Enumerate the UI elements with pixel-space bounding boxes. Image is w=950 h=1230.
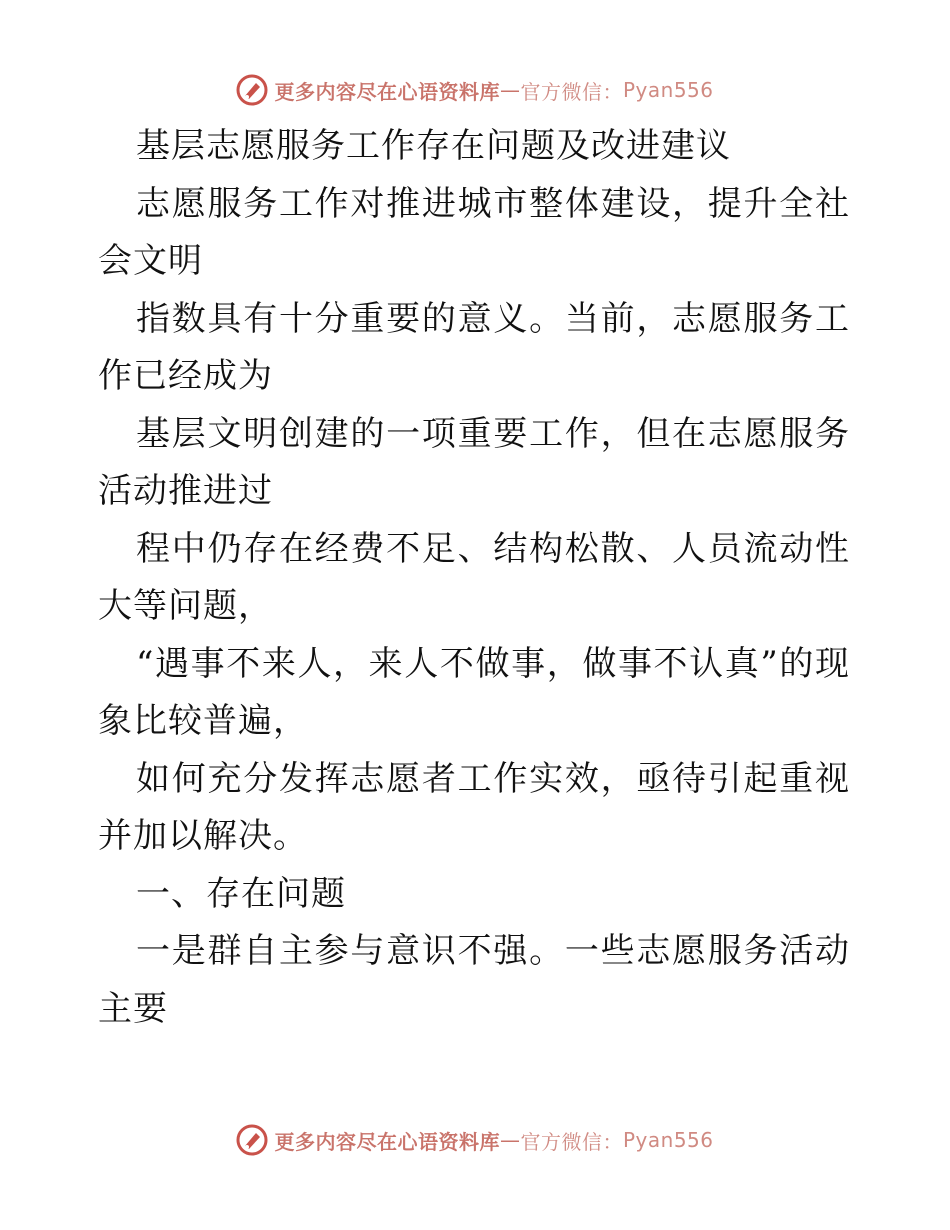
header-watermark: [0, 70, 950, 110]
text-line: 要: [133, 988, 168, 1029]
paragraph-effect: [98, 751, 850, 866]
text-line: 一是群自主参与意识不强。一些志愿服务活动主: [98, 931, 850, 1029]
text-line: 如何充分发挥志愿者工作实效，亟待引起重视并: [98, 758, 850, 856]
text-line: 志愿服务工作对推进城市整体建设，提升全社会: [98, 183, 850, 281]
text-line: 文明: [133, 241, 203, 281]
watermark-sub-text: 官方微信：: [520, 1129, 623, 1154]
document-body: [98, 118, 850, 1038]
paragraph-quote: [98, 636, 850, 751]
paragraph-work: [98, 406, 850, 521]
watermark-main-text: 更多内容尽在心语资料库: [274, 1129, 500, 1154]
watermark-main-text: 更多内容尽在心语资料库: [274, 79, 500, 104]
paragraph-intro: [98, 176, 850, 291]
watermark-separator: —: [499, 78, 521, 102]
paragraph-point-one: [98, 923, 850, 1038]
text-line: 一、存在问题: [136, 873, 346, 914]
text-line: 动推进过: [133, 471, 273, 511]
paragraph-significance: [98, 291, 850, 406]
text-line: 指数具有十分重要的意义。当前，志愿服务工作: [98, 298, 850, 396]
paragraph-problems: [98, 521, 850, 636]
document-title: [98, 118, 850, 176]
text-line: “遇事不来人，来人不做事，做事不认真”的现: [136, 643, 850, 684]
watermark-account: Pyan556: [622, 1128, 714, 1152]
watermark-separator: —: [499, 1128, 521, 1152]
pen-logo-icon: [236, 74, 268, 106]
footer-watermark: [0, 1120, 950, 1160]
text-line: 象比较普遍，: [98, 701, 308, 741]
text-line: 基层文明创建的一项重要工作，但在志愿服务活: [98, 413, 850, 511]
text-line: 加以解决。: [133, 816, 308, 856]
text-line: 基层志愿服务工作存在问题及改进建议: [136, 126, 731, 166]
section-heading: [98, 866, 850, 924]
text-line: 等问题，: [133, 586, 273, 626]
watermark-sub-text: 官方微信：: [520, 79, 623, 104]
watermark-account: Pyan556: [622, 78, 714, 102]
pen-logo-icon: [236, 1124, 268, 1156]
text-line: 程中仍存在经费不足、结构松散、人员流动性大: [98, 528, 850, 626]
text-line: 已经成为: [133, 356, 273, 396]
